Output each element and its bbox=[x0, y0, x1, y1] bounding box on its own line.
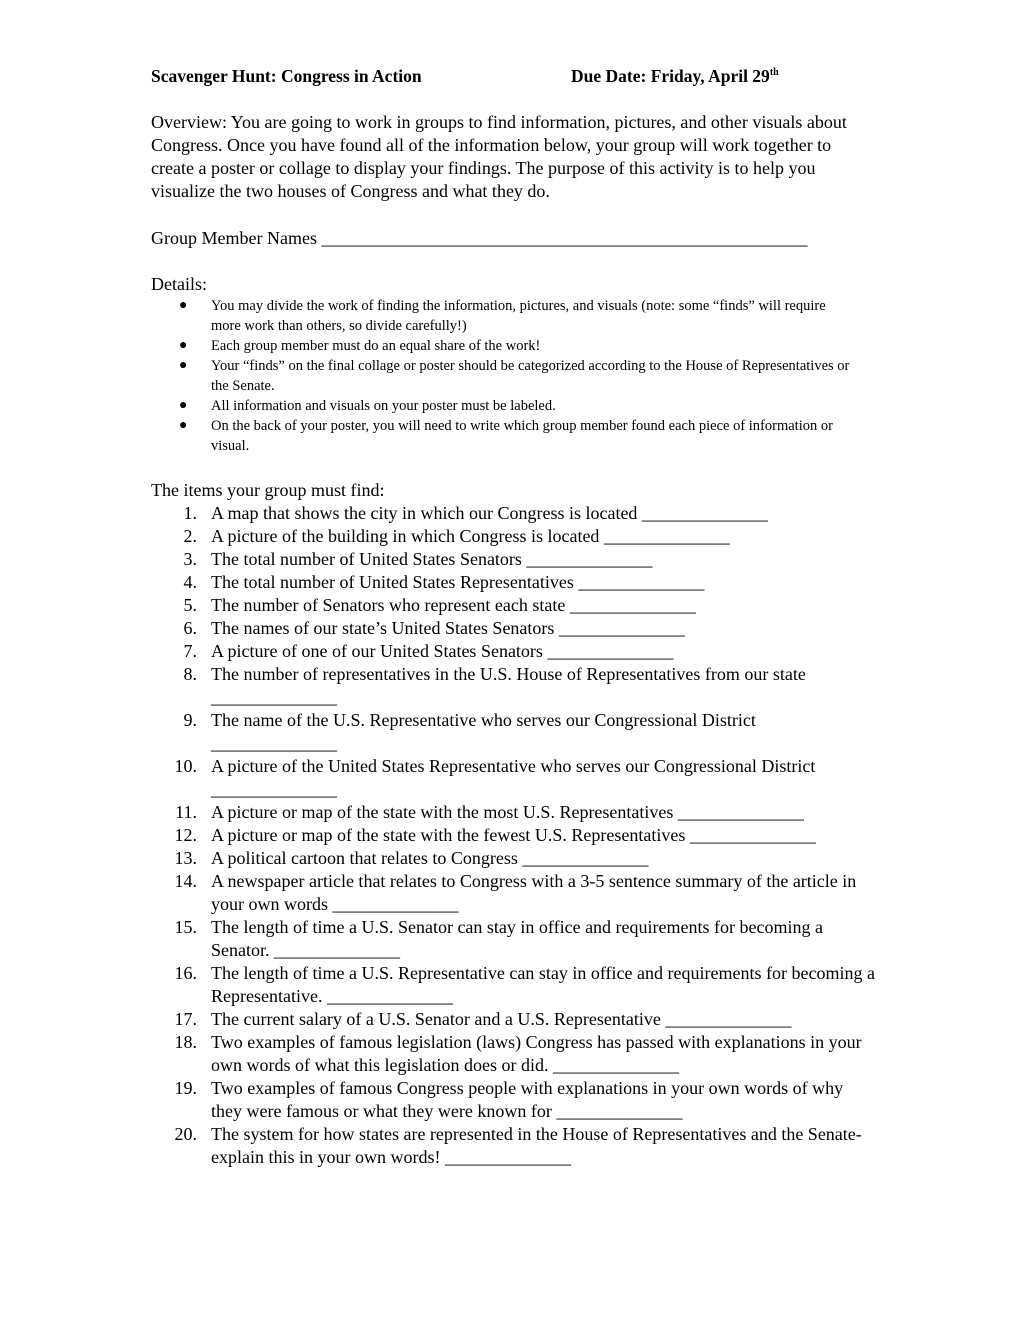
item-text: The names of our state’s United States Senators ______________ bbox=[211, 618, 685, 638]
item-number: 13. bbox=[174, 848, 197, 868]
list-item bbox=[151, 847, 876, 870]
worksheet-page bbox=[151, 60, 881, 1169]
due-date-label: Due Date: Friday, April 29 bbox=[571, 66, 770, 86]
list-item bbox=[151, 755, 876, 801]
item-text: Two examples of famous Congress people with explanations in your own words of why they were famous or what they were known for ______________ bbox=[211, 1078, 844, 1121]
item-text: The current salary of a U.S. Senator and a U.S. Representative ______________ bbox=[211, 1009, 792, 1029]
item-text: A newspaper article that relates to Congress with a 3-5 sentence summary of the article in your own words ______________ bbox=[211, 871, 857, 914]
bullet-text: You may divide the work of finding the information, pictures, and visuals (note: some “finds” will require more work than others, so divide carefully!) bbox=[211, 298, 826, 334]
details-heading: Details: bbox=[151, 274, 207, 294]
group-member-names bbox=[151, 227, 881, 250]
list-item bbox=[151, 870, 876, 916]
list-item bbox=[151, 962, 876, 1008]
item-text: The name of the U.S. Representative who serves our Congressional District ______________ bbox=[211, 710, 756, 753]
item-number: 8. bbox=[183, 664, 197, 684]
bullet-text: All information and visuals on your poster must be labeled. bbox=[211, 398, 556, 414]
item-number: 17. bbox=[174, 1009, 197, 1029]
bullet-text: On the back of your poster, you will need to write which group member found each piece of information or visual. bbox=[211, 418, 833, 454]
list-item bbox=[151, 640, 876, 663]
item-number: 20. bbox=[174, 1124, 197, 1144]
item-number: 1. bbox=[183, 503, 197, 523]
bullet-icon: ● bbox=[179, 358, 188, 373]
items-list bbox=[151, 502, 881, 1169]
item-text: The system for how states are represented in the House of Representatives and the Senate-explain this in your own words! ______________ bbox=[211, 1124, 862, 1167]
details-list bbox=[151, 296, 881, 456]
list-item bbox=[151, 1008, 876, 1031]
item-number: 10. bbox=[174, 756, 197, 776]
list-item bbox=[151, 1077, 876, 1123]
bullet-icon: ● bbox=[179, 338, 188, 353]
item-number: 9. bbox=[183, 710, 197, 730]
list-item bbox=[151, 336, 851, 356]
item-text: A map that shows the city in which our Congress is located ______________ bbox=[211, 503, 768, 523]
due-date bbox=[571, 63, 779, 89]
list-item bbox=[151, 548, 876, 571]
list-item bbox=[151, 416, 851, 456]
item-text: The length of time a U.S. Representative can stay in office and requirements for becoming a Representative. ______________ bbox=[211, 963, 875, 1006]
worksheet-title: Scavenger Hunt: Congress in Action bbox=[151, 66, 422, 86]
list-item bbox=[151, 709, 876, 755]
bullet-icon: ● bbox=[179, 398, 188, 413]
list-item bbox=[151, 396, 851, 416]
list-item bbox=[151, 525, 876, 548]
item-number: 18. bbox=[174, 1032, 197, 1052]
list-item bbox=[151, 617, 876, 640]
list-item bbox=[151, 296, 851, 336]
list-item bbox=[151, 1031, 876, 1077]
item-text: The number of representatives in the U.S. House of Representatives from our state ______________ bbox=[211, 664, 806, 707]
item-number: 16. bbox=[174, 963, 197, 983]
overview-paragraph: Overview: You are going to work in groups to find information, pictures, and other visuals about Congress. Once you have found all of the information below, your group will work together to create a poster or collage to display your findings. The purpose of this activity is to help you visualize the two houses of Congress and what they do. bbox=[151, 112, 847, 201]
list-item bbox=[151, 356, 851, 396]
item-text: The length of time a U.S. Senator can stay in office and requirements for becoming a Senator. ______________ bbox=[211, 917, 823, 960]
bullet-icon: ● bbox=[179, 418, 188, 433]
group-member-blank[interactable]: ______________________________________________________ bbox=[321, 228, 808, 248]
items-heading: The items your group must find: bbox=[151, 480, 385, 500]
list-item bbox=[151, 824, 876, 847]
bullet-text: Your “finds” on the final collage or poster should be categorized according to the House of Representatives or the Senate. bbox=[211, 358, 850, 394]
item-number: 2. bbox=[183, 526, 197, 546]
list-item bbox=[151, 502, 876, 525]
item-number: 7. bbox=[183, 641, 197, 661]
due-date-suffix: th bbox=[769, 67, 779, 79]
item-text: The number of Senators who represent each state ______________ bbox=[211, 595, 696, 615]
item-number: 19. bbox=[174, 1078, 197, 1098]
item-number: 12. bbox=[174, 825, 197, 845]
list-item bbox=[151, 1123, 876, 1169]
title-row bbox=[151, 63, 881, 89]
list-item bbox=[151, 571, 876, 594]
item-number: 5. bbox=[183, 595, 197, 615]
item-text: The total number of United States Representatives ______________ bbox=[211, 572, 705, 592]
list-item bbox=[151, 801, 876, 824]
item-text: A picture or map of the state with the most U.S. Representatives ______________ bbox=[211, 802, 804, 822]
item-number: 11. bbox=[175, 802, 197, 822]
item-text: A picture of one of our United States Senators ______________ bbox=[211, 641, 674, 661]
item-number: 15. bbox=[174, 917, 197, 937]
bullet-icon: ● bbox=[179, 298, 188, 313]
item-number: 3. bbox=[183, 549, 197, 569]
item-text: A picture of the building in which Congress is located ______________ bbox=[211, 526, 730, 546]
group-member-label: Group Member Names bbox=[151, 228, 317, 248]
item-number: 6. bbox=[183, 618, 197, 638]
item-text: Two examples of famous legislation (laws) Congress has passed with explanations in your own words of what this legislation does or did. ______________ bbox=[211, 1032, 862, 1075]
list-item bbox=[151, 916, 876, 962]
item-text: A picture or map of the state with the fewest U.S. Representatives ______________ bbox=[211, 825, 816, 845]
item-number: 4. bbox=[183, 572, 197, 592]
item-text: A political cartoon that relates to Congress ______________ bbox=[211, 848, 649, 868]
list-item bbox=[151, 594, 876, 617]
list-item bbox=[151, 663, 876, 709]
bullet-text: Each group member must do an equal share of the work! bbox=[211, 338, 541, 354]
item-text: A picture of the United States Representative who serves our Congressional District ______________ bbox=[211, 756, 816, 799]
item-number: 14. bbox=[174, 871, 197, 891]
item-text: The total number of United States Senators ______________ bbox=[211, 549, 653, 569]
